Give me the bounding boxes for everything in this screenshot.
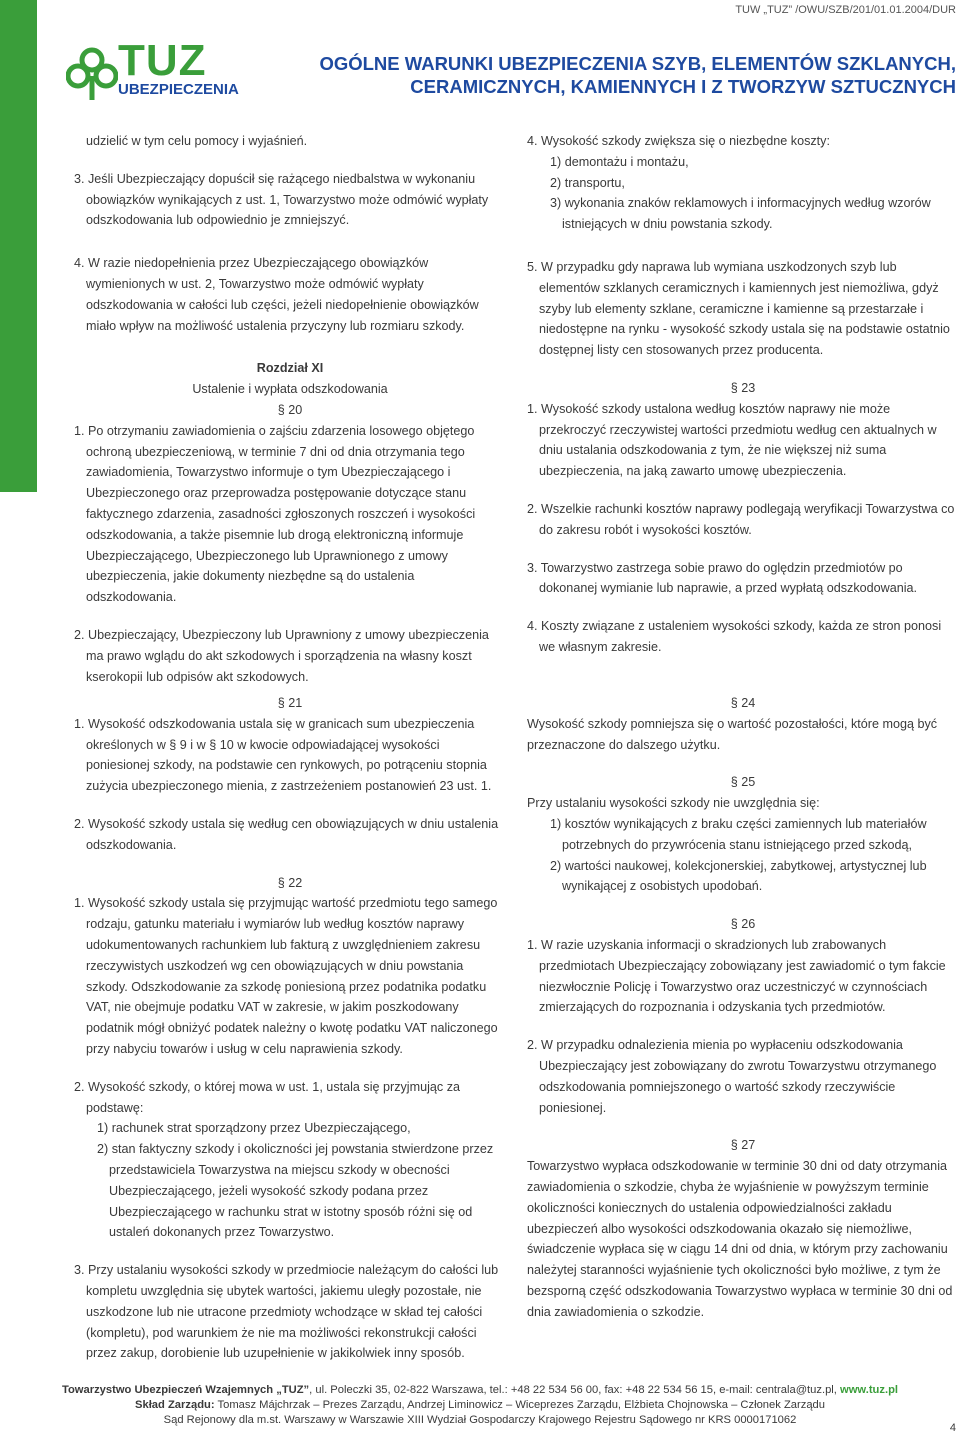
section-heading-26: § 26	[730, 917, 756, 932]
section-26-paragraph-1: 1. W razie uzyskania informacji o skradzionych lub zrabowanych przedmiotach Ubezpieczający zobowiązany jest zawiadomić o tym fakcie niezwłocznie Policję i Towarzystwo oraz uczestniczyć w czynnościach zmierzających do rozpoznania i odzyskania tych przedmiotów.	[527, 937, 946, 1015]
footer-company: Towarzystwo Ubezpieczeń Wzajemnych „TUZ”	[61, 1384, 310, 1396]
left-column-top	[74, 131, 506, 687]
footer-line-1	[0, 1383, 960, 1398]
page-number: 4	[949, 1422, 956, 1434]
section-heading-25: § 25	[730, 775, 756, 790]
chapter-heading: Rozdział XI	[256, 361, 324, 376]
section-23-paragraph-2: 2. Wszelkie rachunki kosztów naprawy podlegają weryfikacji Towarzystwa co do zakresu robót i wysokości kosztów.	[527, 501, 955, 537]
footer-board-label: Skład Zarządu:	[135, 1399, 215, 1411]
section-21-paragraph-1: 1. Wysokość odszkodowania ustala się w granicach sum ubezpieczenia określonych w § 9 i w § 10 w kwocie odpowiadającej wysokości poniesionej szkody, na podstawie cen rynkowych, po potrąceniu stopnia zużycia ubezpieczonego mienia, z zastrzeżeniem postanowień 23 ust. 1.	[74, 716, 492, 794]
footer-website-link[interactable]: www.tuz.pl	[840, 1384, 899, 1396]
footer-court: Sąd Rejonowy dla m.st. Warszawy w Warszawie XIII Wydział Gospodarczy Krajowego Rejestru Sądowego nr KRS 0000171062	[163, 1414, 797, 1426]
left-column-bottom	[74, 693, 506, 1364]
footer-address: , ul. Poleczki 35, 02-822 Warszawa, tel.: +48 22 534 56 00, fax: +48 22 534 56 15, e-mail: centrala@tuz.pl,	[309, 1384, 841, 1396]
section-heading-23: § 23	[730, 380, 756, 395]
footer-line-2	[0, 1398, 960, 1413]
paragraph-3: 3. Jeśli Ubezpieczający dopuścił się rażącego niedbalstwa w wykonaniu obowiązków wynikających z ust. 1, Towarzystwo może odmówić wypłaty odszkodowania lub odpowiednio je zmniejszyć.	[74, 171, 489, 228]
clover-icon	[66, 46, 118, 102]
document-code: TUW „TUZ” /OWU/SZB/201/01.01.2004/DUR	[735, 4, 956, 16]
right-column-bottom	[527, 693, 959, 1323]
section-27-text: Towarzystwo wypłaca odszkodowanie w terminie 30 dni od daty otrzymania zawiadomienia o szkodzie, chyba że wyjaśnienie w powyższym terminie okoliczności koniecznych do ustalenia odpowiedzialności zakładu ubezpieczeń albo wysokości odszkodowania okazało się niemożliwe, świadczenie wypłaca się w ciągu 14 dni od dnia, w którym przy zachowaniu należytej staranności wyjaśnienie tych okoliczności było możliwe, z tym że bezsporną część odszkodowania Towarzystwo wypłaca w terminie 30 dni od dnia zawiadomienia o szkodzie.	[527, 1159, 953, 1319]
section-heading-21: § 21	[277, 696, 303, 710]
section-22-item-1: 1) rachunek strat sporządzony przez Ubezpieczającego,	[97, 1121, 411, 1136]
section-heading-22: § 22	[277, 875, 303, 890]
section-22-item-2: 2) stan faktyczny szkody i okoliczności jej powstania stwierdzone przez przedstawiciela Towarzystwa na miejscu szkody w obecności Ubezpieczającego, jeżeli wysokość szkody podana przez Ubezpieczającego w rachunku strat w istotny sposób różni się od ustaleń dokonanych przez Towarzystwo.	[97, 1142, 494, 1240]
section-23-paragraph-4: 4. Koszty związane z ustaleniem wysokości szkody, każda ze stron ponosi we własnym zakresie.	[527, 619, 942, 654]
page-footer	[0, 1383, 960, 1428]
section-heading-27: § 27	[730, 1138, 756, 1153]
section-23-paragraph-1: 1. Wysokość szkody ustalona według kosztów naprawy nie może przekroczyć rzeczywistej wartości przedmiotu według cen aktualnych w dniu ustalania odszkodowania z tym, że nie większej niż suma ubezpieczenia, na jaką zawarto umowę ubezpieczenia.	[527, 401, 937, 479]
section-heading-20: § 20	[277, 402, 303, 417]
paragraph-r4-item-1: 1) demontażu i montażu,	[550, 154, 689, 169]
document-title	[316, 52, 956, 98]
paragraph-4: 4. W razie niedopełnienia przez Ubezpieczającego obowiązków wymienionych w ust. 2, Towarzystwo może odmówić wypłaty odszkodowania w całości lub części, jeżeli niedopełnienie obowiązków miało wpływ na możliwość ustalenia przyczyny lub rozmiaru szkody.	[74, 256, 479, 333]
section-22-paragraph-2: 2. Wysokość szkody, o której mowa w ust. 1, ustala się przyjmując za podstawę:	[74, 1079, 460, 1115]
section-22-paragraph-1: 1. Wysokość szkody ustala się przyjmując wartość przedmiotu tego samego rodzaju, gatunku materiału i wymiarów lub według kosztów naprawy udokumentowanych rachunkiem lub fakturą z uwzględnieniem zakresu rzeczywistych uszkodzeń wg cen obowiązujących w dniu powstania szkody. Odszkodowanie za szkodę poniesioną przez podatnika podatku VAT, nie obejmuje podatku VAT w zakresie, w jakim poszkodowany podatnik mógł obniżyć podatek należny o kwotę podatku VAT naliczonego przy nabyciu towarów i usług w celu naprawienia szkody.	[74, 896, 498, 1056]
paragraph-r4-item-2: 2) transportu,	[550, 175, 625, 190]
logo-subtitle: UBEZPIECZENIA	[118, 81, 239, 98]
company-logo	[66, 36, 241, 104]
paragraph-r4-item-3: 3) wykonania znaków reklamowych i informacyjnych według wzorów istniejących w dniu powstania szkody.	[550, 196, 931, 232]
title-line-2: CERAMICZNYCH, KAMIENNYCH I Z TWORZYW SZTUCZNYCH	[410, 76, 956, 97]
section-22-paragraph-3: 3. Przy ustalaniu wysokości szkody w przedmiocie należącym do całości lub kompletu uwzględnia się ubytek wartości, jakiemu uległy pozostałe, nie uszkodzone lub nie utracone przedmioty wchodzące w skład tej całości (kompletu), pod warunkiem że nie ma możliwości rekonstrukcji całości przez zakup, dorobienie lub uzupełnienie w jakikolwiek inny sposób.	[74, 1263, 499, 1361]
footer-board: Tomasz Májchrzak – Prezes Zarządu, Andrzej Liminowicz – Wiceprezes Zarządu, Elżbieta Chojnowska – Członek Zarządu	[214, 1399, 825, 1411]
chapter-title: Ustalenie i wypłata odszkodowania	[192, 382, 388, 397]
paragraph-r4: 4. Wysokość szkody zwiększa się o niezbędne koszty:	[527, 134, 830, 148]
section-24-text: Wysokość szkody pomniejsza się o wartość pozostałości, które mogą być przeznaczone do dalszego użytku.	[527, 716, 938, 752]
section-20-paragraph-2: 2. Ubezpieczający, Ubezpieczony lub Uprawniony z umowy ubezpieczenia ma prawo wglądu do akt szkodowych i sporządzenia na własny koszt kserokopii lub odpisów akt szkodowych.	[74, 627, 489, 684]
section-25-item-1: 1) kosztów wynikających z braku części zamiennych lub materiałów potrzebnych do przywrócenia stanu istniejącego przed szkodą,	[550, 816, 927, 852]
section-23-paragraph-3: 3. Towarzystwo zastrzega sobie prawo do oględzin przedmiotów po dokonanej wymianie lub naprawie, a przed wypłatą odszkodowania.	[527, 560, 918, 596]
section-25-item-2: 2) wartości naukowej, kolekcjonerskiej, zabytkowej, artystycznej lub wynikającej z osobistych upodobań.	[550, 858, 927, 894]
right-column-top	[527, 131, 959, 658]
title-line-1: OGÓLNE WARUNKI UBEZPIECZENIA SZYB, ELEMENTÓW SZKLANYCH,	[319, 53, 956, 74]
section-heading-24: § 24	[730, 696, 756, 710]
logo-wordmark: TUZ	[118, 36, 207, 85]
paragraph-continuation: udzielić w tym celu pomocy i wyjaśnień.	[86, 134, 308, 148]
section-20-paragraph-1: 1. Po otrzymaniu zawiadomienia o zajściu zdarzenia losowego objętego ochroną ubezpieczeniową, w terminie 7 dni od dnia otrzymania tego zawiadomienia, Towarzystwo informuje o tym Ubezpieczającego i Ubezpieczonego oraz przeprowadza postępowanie dotyczące stanu faktycznego zdarzenia, zasadności zgłoszonych roszczeń i wysokości odszkodowania, a także pisemnie lub drogą elektroniczną informuje Ubezpieczającego, Ubezpieczonego lub Uprawnionego z umowy ubezpieczenia, jakie dokumenty niezbędne są do ustalenia odszkodowania.	[74, 423, 476, 605]
side-color-bar	[0, 0, 37, 492]
section-25-text: Przy ustalaniu wysokości szkody nie uwzględnia się:	[527, 796, 820, 811]
paragraph-r5: 5. W przypadku gdy naprawa lub wymiana uszkodzonych szyb lub elementów szklanych ceramicznych i kamiennych jest niemożliwa, gdyż szyby lub elementy szklane, ceramiczne i kamienne są przestarzałe i niedostępne na rynku - wysokość szkody ustala się na podstawie ostatnio dostępnej listy cen stosowanych przez producenta.	[527, 259, 950, 358]
section-21-paragraph-2: 2. Wysokość szkody ustala się według cen obowiązujących w dniu ustalenia odszkodowania.	[74, 816, 499, 852]
section-26-paragraph-2: 2. W przypadku odnalezienia mienia po wypłaceniu odszkodowania Ubezpieczający jest zobowiązany do zwrotu Towarzystwu otrzymanego odszkodowania pomniejszonego o wartość szkody rzeczywiście poniesionej.	[527, 1038, 937, 1115]
